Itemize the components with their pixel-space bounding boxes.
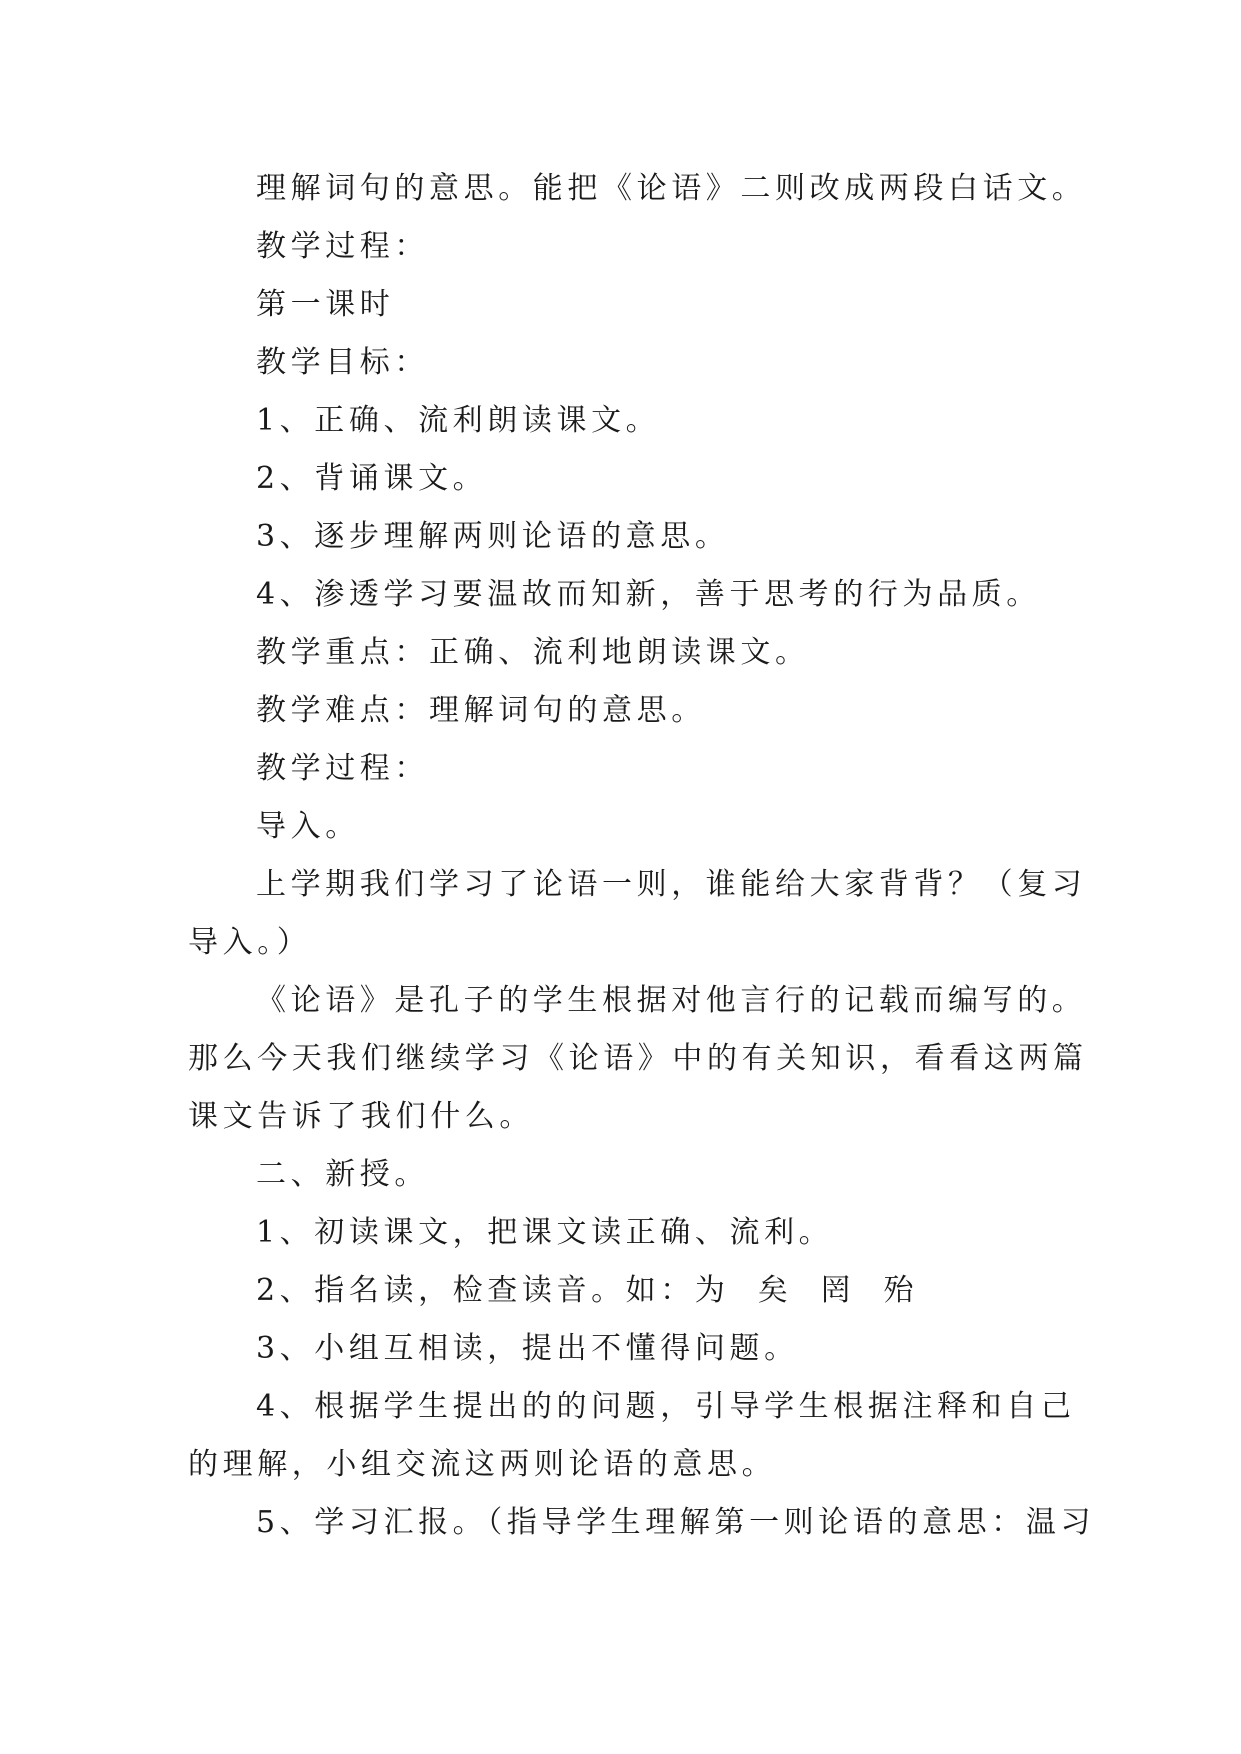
teaching-difficulty: 教学难点：理解词句的意思。 xyxy=(256,693,706,728)
paragraph-line: 上学期我们学习了论语一则，谁能给大家背背？（复习 xyxy=(256,867,1087,902)
step-item: 4、根据学生提出的的问题，引导学生根据注释和自己 xyxy=(256,1389,1076,1424)
document-body xyxy=(188,160,1096,1552)
paragraph-line: 课文告诉了我们什么。 xyxy=(188,1099,534,1134)
section-heading-teaching-process: 教学过程： xyxy=(256,229,429,264)
section-heading-teaching-process: 教学过程： xyxy=(256,751,429,786)
goal-item: 1、正确、流利朗读课文。 xyxy=(256,403,661,438)
goal-item: 3、逐步理解两则论语的意思。 xyxy=(256,519,730,554)
paragraph-line: 《论语》是孔子的学生根据对他言行的记载而编写的。 xyxy=(256,983,1087,1018)
paragraph-line: 导入。） xyxy=(188,925,312,960)
goal-item: 4、渗透学习要温故而知新，善于思考的行为品质。 xyxy=(256,577,1041,612)
step-heading-new-lesson: 二、新授。 xyxy=(256,1157,429,1192)
paragraph-line: 那么今天我们继续学习《论语》中的有关知识，看看这两篇 xyxy=(188,1041,1088,1076)
step-heading-introduction: 导入。 xyxy=(256,809,360,844)
lesson-heading: 第一课时 xyxy=(256,287,395,322)
step-item: 5、学习汇报。（指导学生理解第一则论语的意思：温习 xyxy=(256,1505,1096,1540)
paragraph-line: 理解词句的意思。能把《论语》二则改成两段白话文。 xyxy=(256,171,1087,206)
paragraph-line: 的理解，小组交流这两则论语的意思。 xyxy=(188,1447,777,1482)
teaching-focus: 教学重点：正确、流利地朗读课文。 xyxy=(256,635,810,670)
step-item: 1、初读课文，把课文读正确、流利。 xyxy=(256,1215,834,1250)
section-heading-teaching-goals: 教学目标： xyxy=(256,345,429,380)
goal-item: 2、背诵课文。 xyxy=(256,461,488,496)
step-item: 3、小组互相读，提出不懂得问题。 xyxy=(256,1331,799,1366)
step-item: 2、指名读，检查读音。如：为 矣 罔 殆 xyxy=(256,1273,919,1308)
